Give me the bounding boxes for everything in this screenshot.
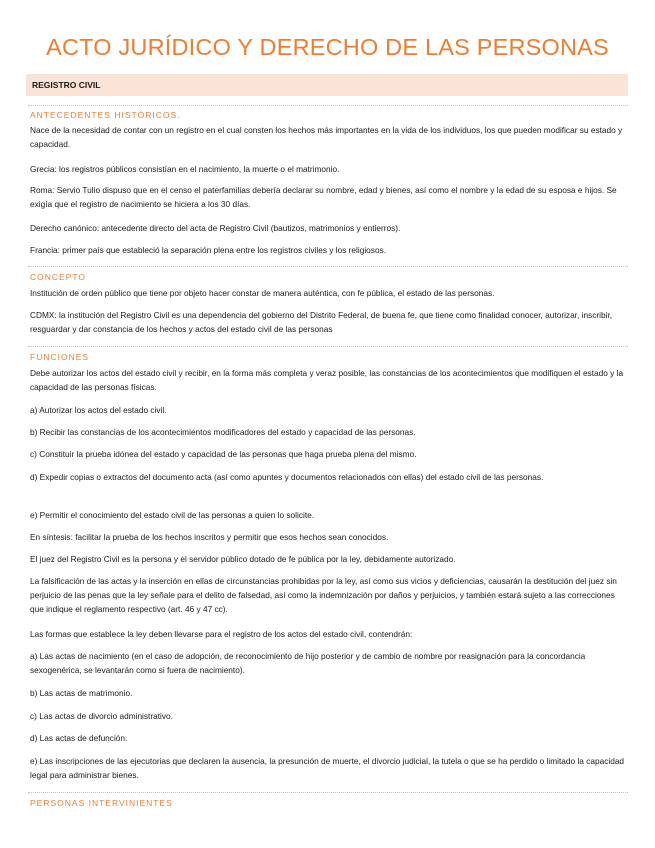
paragraph: Derecho canónico: antecedente directo del acta de Registro Civil (bautizos, matrimonios y entierros). xyxy=(30,223,401,233)
paragraph: CDMX: la institución del Registro Civil es una dependencia del gobierno del Distrito Federal, de buena fe, que tiene como finalidad conocer, autorizar, inscribir, resguardar y dar constancia de los hechos y actos del estado civil de las personas xyxy=(30,310,613,334)
heading-personas-intervinientes: PERSONAS INTERVINIENTES xyxy=(30,798,173,808)
heading-funciones: FUNCIONES xyxy=(30,352,90,362)
paragraph: Institución de orden público que tiene por objeto hacer constar de manera auténtica, con fe pública, el estado de las personas. xyxy=(30,288,495,298)
heading-concepto: CONCEPTO xyxy=(30,272,87,282)
paragraph: El juez del Registro Civil es la persona y el servidor público dotado de fe pública por la ley, debidamente autorizado. xyxy=(30,554,456,564)
list-item: d) Expedir copias o extractos del documento acta (así como apuntes y documentos relacionados con ellas) del estado civil de las personas. xyxy=(30,472,544,482)
paragraph: En síntesis: facilitar la prueba de los hechos inscritos y permitir que esos hechos sean conocidos. xyxy=(30,532,389,542)
paragraph: Roma: Servio Tulio dispuso que en el censo el paterfamilias debería declarar su nombre, edad y bienes, así como el nombre y la edad de su esposa e hijos. Se exigía que el registro de nacimiento se hiciera a los 30 días. xyxy=(30,185,617,209)
list-item: e) Las inscripciones de las ejecutorias que declaren la ausencia, la presunción de muerte, el divorcio judicial, la tutela o que se ha perdido o limitado la capacidad legal para administrar bienes. xyxy=(30,756,625,780)
list-item: c) Constituir la prueba idónea del estado y capacidad de las personas que haga prueba plena del mismo. xyxy=(30,449,417,459)
divider xyxy=(28,792,628,793)
paragraph: La falsificación de las actas y la inserción en ellas de circunstancias prohibidas por la ley, así como sus vicios y deficiencias, causarán la destitución del juez sin perjuicio de las penas que la ley señale para el delito de falsedad, así como la indemnización por daños y perjuicios, y también estará sujeto a las correcciones que indique el reglamento respectivo (art. 46 y 47 cc). xyxy=(30,576,617,614)
divider xyxy=(28,346,628,347)
list-item: d) Las actas de defunción. xyxy=(30,733,128,743)
divider xyxy=(28,105,628,106)
paragraph: Grecia: los registros públicos consistían en el nacimiento, la muerte o el matrimonio. xyxy=(30,164,340,174)
divider xyxy=(28,266,628,267)
list-item: a) Autorizar los actos del estado civil. xyxy=(30,405,167,415)
section-banner: REGISTRO CIVIL xyxy=(26,74,628,96)
list-item: e) Permitir el conocimiento del estado civil de las personas a quien lo solicite. xyxy=(30,510,315,520)
paragraph: Nace de la necesidad de contar con un registro en el cual consten los hechos más importantes en la vida de los individuos, los que pueden modificar su estado y capacidad. xyxy=(30,125,623,149)
list-item: a) Las actas de nacimiento (en el caso de adopción, de reconocimiento de hijo posterior y de cambio de nombre por reasignación para la concordancia sexogenérica, se levantarán como si fuera de nacimiento). xyxy=(30,651,586,675)
page-title: ACTO JURÍDICO Y DERECHO DE LAS PERSONAS xyxy=(46,34,609,60)
list-item: b) Recibir las constancias de los acontecimientos modificadores del estado y capacidad de las personas. xyxy=(30,427,416,437)
paragraph: Debe autorizar los actos del estado civil y recibir, en la forma más completa y veraz posible, las constancias de los acontecimientos que modifiquen el estado y la capacidad de las personas físicas. xyxy=(30,368,624,392)
paragraph: Las formas que establece la ley deben llevarse para el registro de los actos del estado civil, contendrán: xyxy=(30,629,413,639)
heading-antecedentes: ANTECEDENTES HISTÓRICOS. xyxy=(30,110,181,120)
list-item: c) Las actas de divorcio administrativo. xyxy=(30,711,173,721)
list-item: b) Las actas de matrimonio. xyxy=(30,688,133,698)
paragraph: Francia: primer país que estableció la separación plena entre los registros civiles y los religiosos. xyxy=(30,245,387,255)
